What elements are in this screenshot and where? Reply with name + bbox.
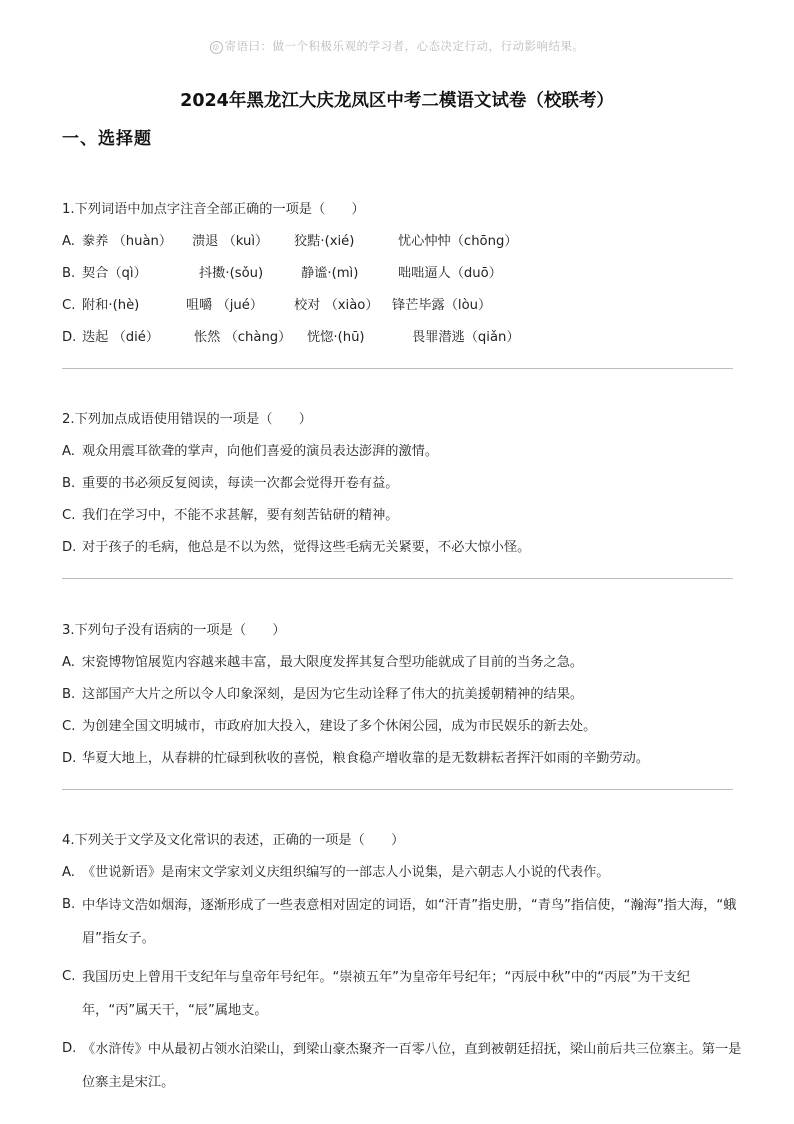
divider xyxy=(62,578,733,579)
word: 咄咄逼人（duō） xyxy=(398,266,502,281)
word: 契合（qì） xyxy=(82,266,147,281)
word: 畏罪潜逃（qiǎn） xyxy=(412,330,520,345)
option-letter: A. xyxy=(62,655,75,670)
word: 咀嚼 （jué） xyxy=(186,298,264,313)
option-letter: A. xyxy=(62,234,75,249)
option-text: 中华诗文浩如烟海，逐渐形成了一些表意相对固定的词语，如“汗青”指史册，“青鸟”指信使，“瀚海”指大海，“蛾眉”指女子。 xyxy=(82,898,737,946)
option-b xyxy=(62,687,742,703)
option-c xyxy=(62,969,742,1027)
section-heading: 一、选择题 xyxy=(62,129,152,149)
word: 溃退 （kuì） xyxy=(192,234,269,249)
word: 迭起 （dié） xyxy=(82,330,160,345)
question-1 xyxy=(62,202,742,346)
question-stem: 4.下列关于文学及文化常识的表述，正确的一项是（ ） xyxy=(62,833,405,848)
word: 豢养 （huàn） xyxy=(82,234,173,249)
option-c xyxy=(62,719,742,735)
option-d xyxy=(62,330,742,346)
word: 怅然 （chàng） xyxy=(194,330,292,345)
word: 抖擞·(sǒu) xyxy=(199,266,264,281)
option-a xyxy=(62,234,742,250)
option-letter: B. xyxy=(62,687,76,702)
option-c xyxy=(62,508,742,524)
option-text: 我国历史上曾用干支纪年与皇帝年号纪年。“崇祯五年”为皇帝年号纪年；“丙辰中秋”中的“丙辰”为干支纪年，“丙”属天干，“辰”属地支。 xyxy=(82,970,691,1018)
option-d xyxy=(62,540,742,556)
option-text: 对于孩子的毛病，他总是不以为然，觉得这些毛病无关紧要，不必大惊小怪。 xyxy=(82,540,531,555)
word: 静谧·(mì) xyxy=(301,266,359,281)
option-text: 华夏大地上，从春耕的忙碌到秋收的喜悦，粮食稳产增收靠的是无数耕耘者挥汗如雨的辛勤劳动。 xyxy=(82,751,650,766)
option-letter: C. xyxy=(62,969,76,984)
word: 忧心忡忡（chōng） xyxy=(398,234,518,249)
option-text: 重要的书必须反复阅读，每读一次都会觉得开卷有益。 xyxy=(82,476,399,491)
option-letter: A. xyxy=(62,865,75,880)
word: 附和·(hè) xyxy=(82,298,140,313)
smile-icon: ☺ xyxy=(210,41,223,54)
option-text: 宋瓷博物馆展览内容越来越丰富，最大限度发挥其复合型功能就成了目前的当务之急。 xyxy=(82,655,584,670)
option-text: 《世说新语》是南宋文学家刘义庆组织编写的一部志人小说集，是六朝志人小说的代表作。 xyxy=(82,865,610,880)
word: 校对 （xiào） xyxy=(294,298,379,313)
divider xyxy=(62,789,733,790)
option-text: 观众用震耳欲聋的掌声，向他们喜爱的演员表达澎湃的激情。 xyxy=(82,444,439,459)
option-words xyxy=(82,330,742,346)
option-text: 这部国产大片之所以令人印象深刻，是因为它生动诠释了伟大的抗美援朝精神的结果。 xyxy=(82,687,584,702)
option-b xyxy=(62,476,742,492)
option-letter: C. xyxy=(62,719,76,734)
option-words xyxy=(82,298,742,314)
option-a xyxy=(62,444,742,460)
option-c xyxy=(62,298,742,314)
option-d xyxy=(62,1041,742,1099)
word: 狡黠·(xié) xyxy=(294,234,355,249)
option-words xyxy=(82,266,742,282)
option-letter: B. xyxy=(62,266,76,281)
header-motto xyxy=(0,38,794,54)
question-stem: 1.下列词语中加点字注音全部正确的一项是（ ） xyxy=(62,202,365,217)
option-letter: C. xyxy=(62,298,76,313)
option-letter: D. xyxy=(62,330,77,345)
option-letter: A. xyxy=(62,444,75,459)
word: 恍惚·(hū) xyxy=(307,330,365,345)
option-d xyxy=(62,751,742,767)
option-words xyxy=(82,234,742,250)
option-letter: D. xyxy=(62,1041,77,1056)
document-title: 2024年黑龙江大庆龙凤区中考二模语文试卷（校联考） xyxy=(180,91,614,111)
option-letter: B. xyxy=(62,897,76,912)
word: 锋芒毕露（lòu） xyxy=(392,298,492,313)
motto-text: 寄语曰：做一个积极乐观的学习者，心态决定行动，行动影响结果。 xyxy=(224,39,585,53)
option-letter: D. xyxy=(62,751,77,766)
option-b xyxy=(62,266,742,282)
option-letter: D. xyxy=(62,540,77,555)
option-letter: C. xyxy=(62,508,76,523)
option-text: 我们在学习中，不能不求甚解，要有刻苦钻研的精神。 xyxy=(82,508,399,523)
question-stem: 2.下列加点成语使用错误的一项是（ ） xyxy=(62,412,312,427)
option-text: 《水浒传》中从最初占领水泊梁山，到梁山豪杰聚齐一百零八位，直到被朝廷招抚，梁山前后共三位寨主。第一是位寨主是宋江。 xyxy=(82,1042,742,1090)
question-3 xyxy=(62,623,742,767)
divider xyxy=(62,368,733,369)
question-stem: 3.下列句子没有语病的一项是（ ） xyxy=(62,623,286,638)
option-b xyxy=(62,897,742,955)
option-a xyxy=(62,655,742,671)
option-text: 为创建全国文明城市，市政府加大投入，建设了多个休闲公园，成为市民娱乐的新去处。 xyxy=(82,719,597,734)
option-a xyxy=(62,865,742,881)
option-letter: B. xyxy=(62,476,76,491)
question-4 xyxy=(62,833,742,1099)
question-2 xyxy=(62,412,742,556)
